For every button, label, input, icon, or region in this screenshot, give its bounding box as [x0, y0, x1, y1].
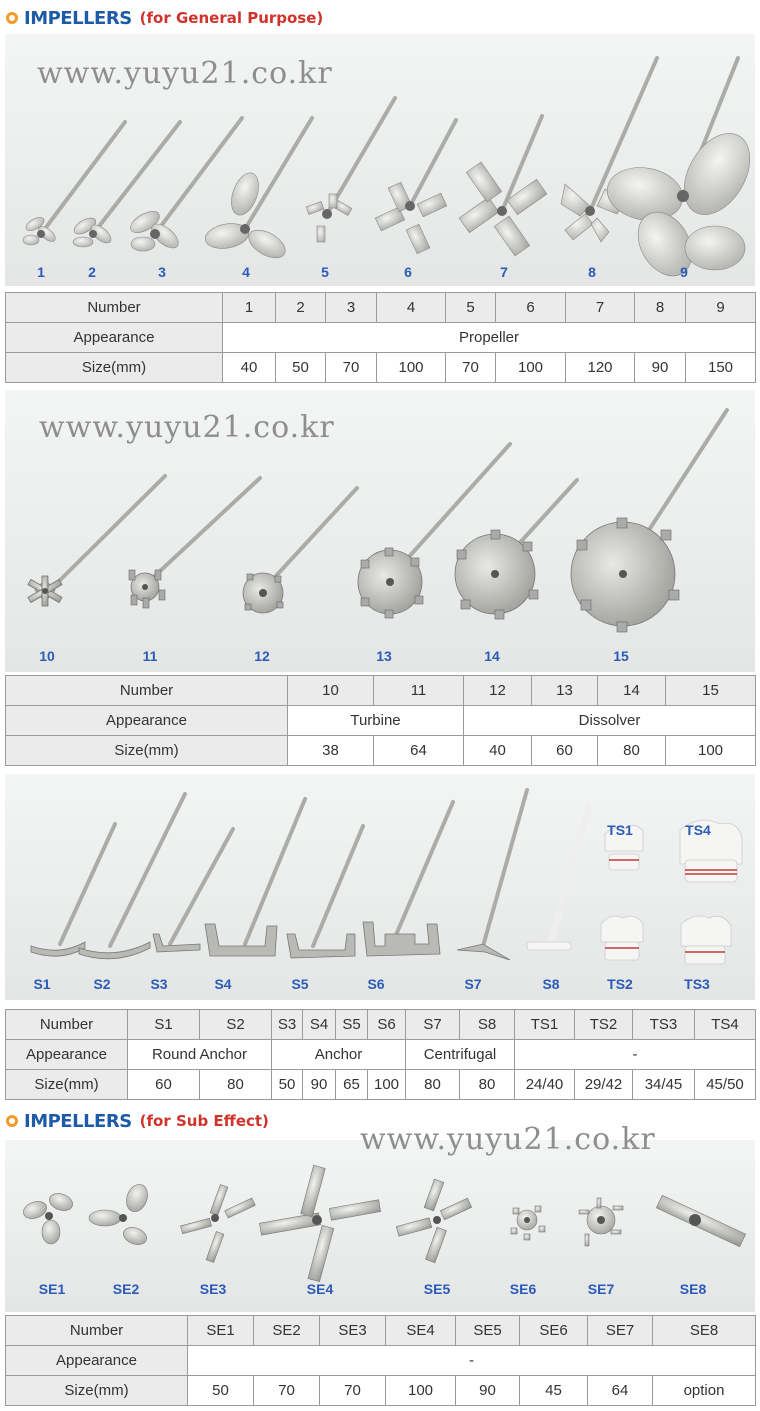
row-label-appearance: Appearance	[6, 706, 288, 736]
cell-number: SE3	[320, 1316, 386, 1346]
cell-size: 64	[374, 736, 464, 766]
cell-size: 24/40	[515, 1070, 575, 1100]
section-header-general	[6, 6, 323, 30]
watermark: www.yuyu21.co.kr	[37, 56, 333, 91]
cell-number: 12	[464, 676, 532, 706]
impeller-label-se3: SE3	[199, 1281, 227, 1297]
cell-number: 4	[377, 293, 446, 323]
table-row	[6, 1316, 756, 1346]
section-title: IMPELLERS	[24, 7, 132, 29]
cell-size: 45/50	[695, 1070, 756, 1100]
cell-size: 80	[598, 736, 666, 766]
cell-number: TS1	[515, 1010, 575, 1040]
cell-number: TS2	[575, 1010, 633, 1040]
cell-size: 40	[464, 736, 532, 766]
cell-appearance: -	[188, 1346, 756, 1376]
cell-appearance: -	[515, 1040, 756, 1070]
orange-bullet-icon	[6, 12, 18, 24]
cell-size: 100	[377, 353, 446, 383]
cell-size: 70	[446, 353, 496, 383]
cell-number: S1	[128, 1010, 200, 1040]
row-label-size: Size(mm)	[6, 736, 288, 766]
row-label-size: Size(mm)	[6, 1376, 188, 1406]
cell-size: 100	[666, 736, 756, 766]
impeller-label-s8: S8	[542, 976, 560, 992]
impeller-label-5: 5	[321, 264, 329, 280]
impeller-label-12: 12	[254, 648, 270, 664]
cell-number: 9	[686, 293, 756, 323]
impeller-label-se5: SE5	[423, 1281, 451, 1297]
cell-size: 100	[386, 1376, 456, 1406]
cell-appearance: Propeller	[223, 323, 756, 353]
impeller-label-11: 11	[142, 648, 158, 664]
cell-appearance: Dissolver	[464, 706, 756, 736]
spec-table-turbine	[5, 675, 756, 766]
cell-number: S7	[406, 1010, 460, 1040]
cell-size: 34/45	[633, 1070, 695, 1100]
impeller-label-13: 13	[376, 648, 392, 664]
cell-number: S2	[200, 1010, 272, 1040]
cell-size: 38	[288, 736, 374, 766]
impeller-label-9: 9	[680, 264, 688, 280]
impeller-label-7: 7	[500, 264, 508, 280]
row-label-number: Number	[6, 676, 288, 706]
cell-number: SE2	[254, 1316, 320, 1346]
cell-number: 14	[598, 676, 666, 706]
cell-size: 100	[368, 1070, 406, 1100]
cell-number: TS3	[633, 1010, 695, 1040]
impeller-label-se4: SE4	[306, 1281, 334, 1297]
impeller-label-se6: SE6	[509, 1281, 537, 1297]
row-label-number: Number	[6, 293, 223, 323]
cell-number: SE6	[520, 1316, 588, 1346]
impeller-label-s2: S2	[93, 976, 111, 992]
cell-number: 15	[666, 676, 756, 706]
cell-size: 50	[188, 1376, 254, 1406]
impeller-label-ts1: TS1	[607, 822, 633, 838]
impeller-label-se1: SE1	[38, 1281, 66, 1297]
turbine-illustrations	[5, 390, 755, 672]
impeller-label-2: 2	[88, 264, 96, 280]
cell-number: SE5	[456, 1316, 520, 1346]
impeller-label-se2: SE2	[112, 1281, 140, 1297]
impeller-label-14: 14	[484, 648, 500, 664]
cell-number: SE8	[653, 1316, 756, 1346]
row-label-size: Size(mm)	[6, 1070, 128, 1100]
cell-size: 60	[128, 1070, 200, 1100]
section-header-sub-effect	[6, 1109, 269, 1133]
cell-size: 45	[520, 1376, 588, 1406]
table-row	[6, 293, 756, 323]
row-label-appearance: Appearance	[6, 1040, 128, 1070]
cell-size: 50	[276, 353, 326, 383]
spec-table-general	[5, 292, 756, 383]
impeller-label-s7: S7	[464, 976, 482, 992]
orange-bullet-icon	[6, 1115, 18, 1127]
cell-number: TS4	[695, 1010, 756, 1040]
impeller-label-1: 1	[37, 264, 45, 280]
cell-number: S3	[272, 1010, 303, 1040]
cell-size: 40	[223, 353, 276, 383]
cell-appearance: Round Anchor	[128, 1040, 272, 1070]
cell-size: 29/42	[575, 1070, 633, 1100]
cell-appearance: Turbine	[288, 706, 464, 736]
impeller-photo-general	[5, 34, 755, 286]
table-row	[6, 676, 756, 706]
impeller-label-15: 15	[613, 648, 629, 664]
cell-number: 11	[374, 676, 464, 706]
spec-table-sub-effect	[5, 1315, 756, 1406]
cell-size: 90	[635, 353, 686, 383]
cell-size: 80	[200, 1070, 272, 1100]
table-row	[6, 1346, 756, 1376]
cell-number: S5	[336, 1010, 368, 1040]
cell-size: option	[653, 1376, 756, 1406]
cell-size: 64	[588, 1376, 653, 1406]
cell-number: 10	[288, 676, 374, 706]
cell-number: 5	[446, 293, 496, 323]
row-label-size: Size(mm)	[6, 353, 223, 383]
cell-size: 80	[406, 1070, 460, 1100]
cell-size: 60	[532, 736, 598, 766]
impeller-label-4: 4	[242, 264, 250, 280]
cell-number: 7	[566, 293, 635, 323]
cell-size: 90	[456, 1376, 520, 1406]
cell-number: S6	[368, 1010, 406, 1040]
table-row	[6, 706, 756, 736]
impeller-label-3: 3	[158, 264, 166, 280]
table-row	[6, 1010, 756, 1040]
row-label-appearance: Appearance	[6, 1346, 188, 1376]
spec-table-anchor	[5, 1009, 756, 1100]
cell-appearance: Anchor	[272, 1040, 406, 1070]
cell-size: 70	[254, 1376, 320, 1406]
impeller-label-se7: SE7	[587, 1281, 615, 1297]
impeller-label-ts4: TS4	[685, 822, 711, 838]
cell-number: 6	[496, 293, 566, 323]
cell-number: S8	[460, 1010, 515, 1040]
impeller-label-6: 6	[404, 264, 412, 280]
table-row	[6, 1040, 756, 1070]
impeller-photo-turbine	[5, 390, 755, 672]
row-label-number: Number	[6, 1010, 128, 1040]
impeller-photo-sub-effect	[5, 1140, 755, 1312]
impeller-label-8: 8	[588, 264, 596, 280]
impeller-label-s6: S6	[367, 976, 385, 992]
impeller-label-s3: S3	[150, 976, 168, 992]
section-subtitle: (for Sub Effect)	[139, 1112, 269, 1130]
impeller-label-ts3: TS3	[684, 976, 710, 992]
impeller-label-s1: S1	[33, 976, 51, 992]
cell-size: 100	[496, 353, 566, 383]
cell-number: 13	[532, 676, 598, 706]
impeller-label-s5: S5	[291, 976, 309, 992]
watermark: www.yuyu21.co.kr	[39, 410, 335, 445]
cell-size: 70	[326, 353, 377, 383]
impeller-label-ts2: TS2	[607, 976, 633, 992]
cell-size: 150	[686, 353, 756, 383]
cell-size: 90	[303, 1070, 336, 1100]
cell-number: SE7	[588, 1316, 653, 1346]
impeller-label-10: 10	[39, 648, 55, 664]
propeller-illustrations	[5, 34, 755, 286]
cell-size: 65	[336, 1070, 368, 1100]
cell-number: SE4	[386, 1316, 456, 1346]
table-row	[6, 736, 756, 766]
table-row	[6, 353, 756, 383]
cell-number: 2	[276, 293, 326, 323]
cell-number: 1	[223, 293, 276, 323]
cell-size: 80	[460, 1070, 515, 1100]
row-label-number: Number	[6, 1316, 188, 1346]
table-row	[6, 1070, 756, 1100]
impeller-photo-anchor	[5, 774, 755, 1000]
section-title: IMPELLERS	[24, 1110, 132, 1132]
impeller-label-se8: SE8	[679, 1281, 707, 1297]
cell-number: S4	[303, 1010, 336, 1040]
cell-number: 8	[635, 293, 686, 323]
cell-number: 3	[326, 293, 377, 323]
impeller-label-s4: S4	[214, 976, 232, 992]
watermark: www.yuyu21.co.kr	[360, 1122, 656, 1157]
table-row	[6, 323, 756, 353]
cell-size: 120	[566, 353, 635, 383]
cell-appearance: Centrifugal	[406, 1040, 515, 1070]
row-label-appearance: Appearance	[6, 323, 223, 353]
anchor-illustrations	[5, 774, 755, 1000]
cell-size: 70	[320, 1376, 386, 1406]
cell-size: 50	[272, 1070, 303, 1100]
cell-number: SE1	[188, 1316, 254, 1346]
section-subtitle: (for General Purpose)	[139, 9, 324, 27]
table-row	[6, 1376, 756, 1406]
